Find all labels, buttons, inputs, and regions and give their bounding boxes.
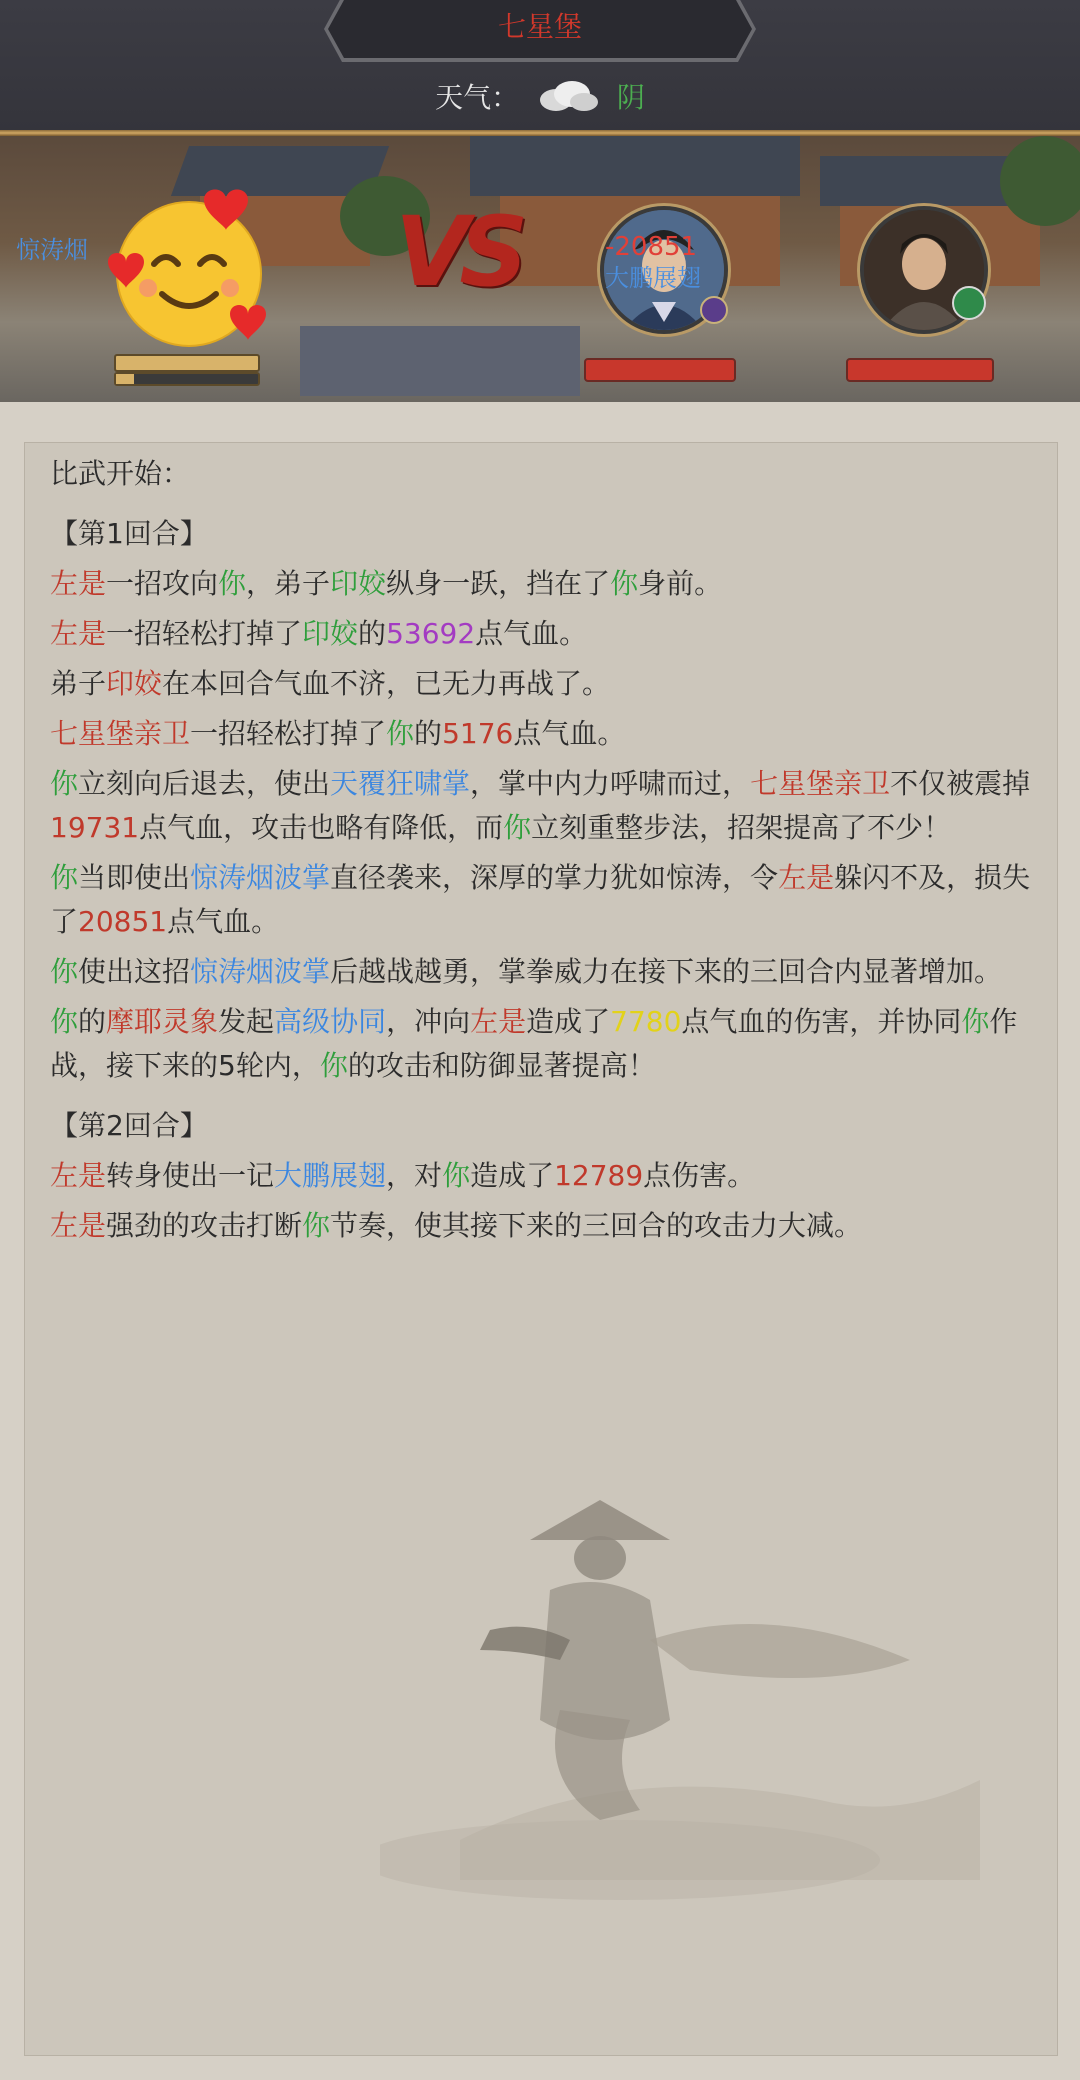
- log-text: ，掌中内力呼啸而过，: [470, 767, 751, 800]
- enemy-hp-bar: [584, 358, 736, 382]
- player-ref: 你: [386, 717, 415, 750]
- roof-shape: [470, 136, 800, 196]
- damage-value: 53692: [386, 617, 476, 650]
- log-text: 弟子: [50, 667, 107, 700]
- player-ref: 你: [50, 1005, 79, 1038]
- disciple-name: 印姣: [330, 567, 387, 600]
- player-ref: 你: [503, 811, 532, 844]
- log-text: 立刻重整步法，招架提高了不少！: [531, 811, 952, 844]
- log-text: 当即使出: [78, 861, 191, 894]
- log-line: [50, 562, 1040, 606]
- location-title: 七星堡: [497, 10, 582, 43]
- log-text: 纵身一跃，挡在了: [386, 567, 611, 600]
- companion-name: 摩耶灵象: [106, 1005, 219, 1038]
- log-text: 点气血，攻击也略有降低，而: [139, 811, 504, 844]
- skill-name: 高级协同: [274, 1005, 387, 1038]
- player-ref: 你: [319, 1049, 348, 1082]
- enemy-name: 大鹏展翅: [605, 264, 701, 292]
- smiling-face-with-hearts-icon: [104, 182, 274, 352]
- log-text: ，冲向: [386, 1005, 471, 1038]
- log-line: [50, 662, 1040, 706]
- actor-name: 左是: [778, 861, 835, 894]
- player-ref: 你: [302, 1209, 331, 1242]
- log-text: 造成了: [526, 1005, 611, 1038]
- player-ref: 你: [50, 767, 79, 800]
- log-text: 点气血。: [513, 717, 626, 750]
- cloud-icon: [536, 78, 600, 121]
- log-text: 的: [358, 617, 387, 650]
- log-text: 的: [78, 1005, 107, 1038]
- actor-name: 七星堡亲卫: [750, 767, 891, 800]
- player-ref: 你: [218, 567, 247, 600]
- actor-name: 左是: [50, 1159, 107, 1192]
- battle-log: [50, 452, 1040, 1254]
- tree-shape: [1000, 136, 1080, 226]
- log-text: 节奏，使其接下来的三回合的攻击力大减。: [330, 1209, 863, 1242]
- vs-emblem: VS: [395, 196, 519, 308]
- log-text: 发起: [218, 1005, 275, 1038]
- player-hp-bar: [114, 372, 260, 386]
- damage-value: 7780: [610, 1005, 682, 1038]
- player-ref: 你: [610, 567, 639, 600]
- actor-name: 左是: [50, 1209, 107, 1242]
- skill-name: 天覆狂啸掌: [330, 767, 471, 800]
- log-text: 点气血。: [167, 905, 280, 938]
- log-text: 作战，接下来的5轮内，: [50, 1005, 1018, 1082]
- log-start: 比武开始：: [50, 457, 191, 490]
- log-text: 躲闪不及，损失了: [50, 861, 1031, 938]
- log-line: [50, 612, 1040, 656]
- log-text: 一招轻松打掉了: [190, 717, 387, 750]
- ink-painting-swordsman: [380, 1480, 980, 1900]
- disciple-name: 印姣: [106, 667, 163, 700]
- log-text: 点伤害。: [643, 1159, 756, 1192]
- log-line: [50, 1154, 1040, 1198]
- log-line: [50, 950, 1040, 994]
- log-text: 的: [414, 717, 443, 750]
- log-text: 在本回合气血不济，已无力再战了。: [162, 667, 611, 700]
- log-text: 直径袭来，深厚的掌力犹如惊涛，令: [330, 861, 779, 894]
- weather-value: 阴: [616, 81, 645, 114]
- actor-name: 左是: [50, 617, 107, 650]
- enemy-buff-icon: [700, 296, 728, 324]
- log-text: 点气血。: [475, 617, 588, 650]
- guard-status-icon: [952, 286, 986, 320]
- damage-popup: -20851: [605, 232, 698, 262]
- round-header: 【第1回合】: [50, 517, 208, 550]
- disciple-name: 印姣: [302, 617, 359, 650]
- log-text: 转身使出一记: [106, 1159, 275, 1192]
- guard-hp-bar: [846, 358, 994, 382]
- log-text: 一招轻松打掉了: [106, 617, 303, 650]
- log-text: 身前。: [638, 567, 723, 600]
- top-header: [0, 0, 1080, 134]
- roof-shape: [300, 326, 580, 396]
- log-text: 造成了: [470, 1159, 555, 1192]
- damage-value: 19731: [50, 811, 140, 844]
- log-text: 强劲的攻击打断: [106, 1209, 303, 1242]
- log-line: [50, 856, 1040, 944]
- round-header: 【第2回合】: [50, 1109, 208, 1142]
- player-ref: 你: [50, 955, 79, 988]
- battle-scene: [0, 136, 1080, 402]
- player-ref: 你: [961, 1005, 990, 1038]
- log-text: 使出这招: [78, 955, 191, 988]
- skill-name: 惊涛烟波掌: [190, 861, 331, 894]
- log-text: ，弟子: [246, 567, 331, 600]
- player-energy-bar: [114, 354, 260, 372]
- weather-label: 天气：: [435, 81, 520, 114]
- player-ref: 你: [442, 1159, 471, 1192]
- log-text: ，对: [386, 1159, 443, 1192]
- player-ref: 你: [50, 861, 79, 894]
- log-text: 立刻向后退去，使出: [78, 767, 331, 800]
- player-hp-fill: [116, 374, 134, 384]
- damage-value: 5176: [442, 717, 514, 750]
- player-name: 惊涛烟: [16, 236, 88, 264]
- actor-name: 左是: [50, 567, 107, 600]
- log-line: [50, 712, 1040, 756]
- actor-name: 七星堡亲卫: [50, 717, 191, 750]
- log-text: 一招攻向: [106, 567, 219, 600]
- log-line: [50, 1204, 1040, 1248]
- damage-value: 12789: [554, 1159, 644, 1192]
- damage-value: 20851: [78, 905, 168, 938]
- log-line: [50, 762, 1040, 850]
- actor-name: 左是: [470, 1005, 527, 1038]
- log-text: 点气血的伤害，并协同: [681, 1005, 962, 1038]
- log-text: 不仅被震掉: [890, 767, 1031, 800]
- log-line: [50, 1000, 1040, 1088]
- log-text: 后越战越勇，掌拳威力在接下来的三回合内显著增加。: [330, 955, 1003, 988]
- weather-row: [0, 76, 1080, 121]
- skill-name: 大鹏展翅: [274, 1159, 387, 1192]
- skill-name: 惊涛烟波掌: [190, 955, 331, 988]
- log-text: 的攻击和防御显著提高！: [347, 1049, 656, 1082]
